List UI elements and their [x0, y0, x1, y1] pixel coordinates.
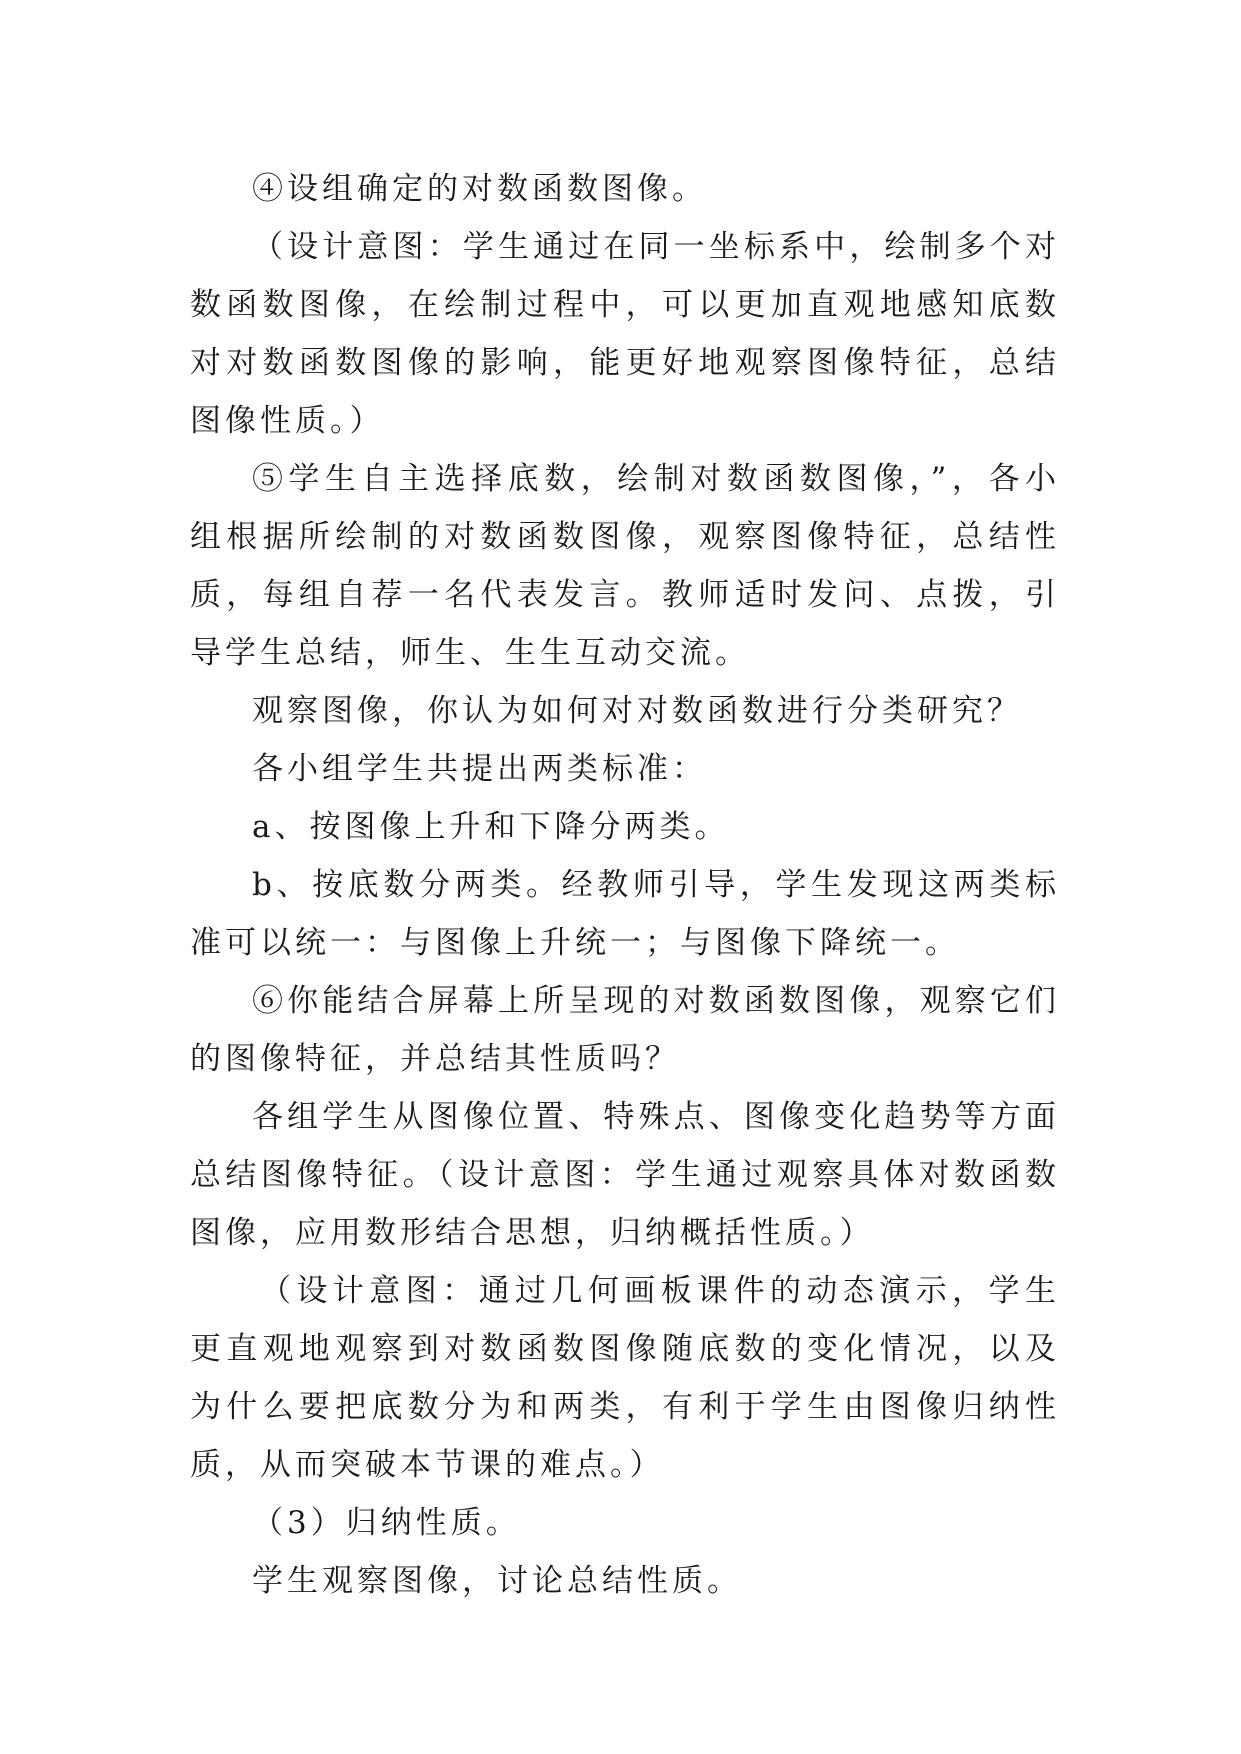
- paragraph-design-intent-1: （设计意图：学生通过在同一坐标系中，绘制多个对数函数图像，在绘制过程中，可以更加直观地感知底数对对数函数图像的影响，能更好地观察图像特征，总结图像性质。）: [190, 229, 1060, 439]
- paragraph-question-classify: 观察图像，你认为如何对对数函数进行分类研究？: [252, 693, 1022, 729]
- paragraph-design-intent-2: （设计意图：通过几何画板课件的动态演示，学生更直观地观察到对数函数图像随底数的变化情况，以及为什么要把底数分为和两类，有利于学生由图像归纳性质，从而突破本节课的难点。）: [190, 1273, 1060, 1483]
- paragraph-discuss-properties: 学生观察图像，讨论总结性质。: [252, 1563, 742, 1599]
- paragraph-group-summary: 各组学生从图像位置、特殊点、图像变化趋势等方面总结图像特征。（设计意图：学生通过观察具体对数函数图像，应用数形结合思想，归纳概括性质。）: [190, 1099, 1060, 1251]
- paragraph-two-standards: 各小组学生共提出两类标准：: [252, 751, 707, 787]
- paragraph-standard-b: b、按底数分两类。经教师引导，学生发现这两类标准可以统一：与图像上升统一；与图像下降统一。: [190, 867, 1060, 961]
- paragraph-step-6: ⑥你能结合屏幕上所呈现的对数函数图像，观察它们的图像特征，并总结其性质吗？: [190, 983, 1060, 1077]
- document-body: [190, 160, 1060, 1610]
- paragraph-step-5: ⑤学生自主选择底数，绘制对数函数图像，”，各小组根据所绘制的对数函数图像，观察图像特征，总结性质，每组自荐一名代表发言。教师适时发问、点拨，引导学生总结，师生、生生互动交流。: [190, 461, 1060, 671]
- paragraph-section-3-heading: （3）归纳性质。: [252, 1505, 521, 1541]
- paragraph-standard-a: a、按图像上升和下降分两类。: [252, 809, 730, 845]
- paragraph-step-4: ④设组确定的对数函数图像。: [252, 171, 707, 207]
